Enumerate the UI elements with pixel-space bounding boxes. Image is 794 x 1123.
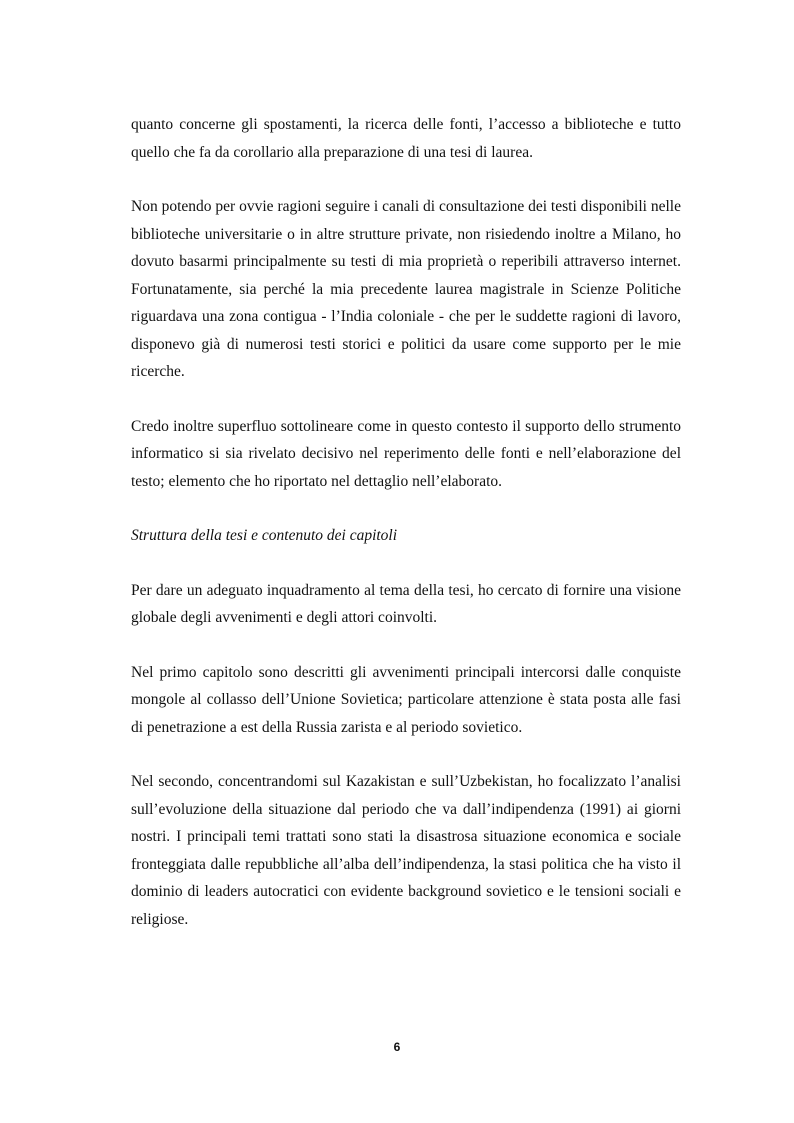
paragraph-continuation: quanto concerne gli spostamenti, la ricerca delle fonti, l’accesso a biblioteche e tutto quello che fa da corollario alla preparazione di una tesi di laurea. [131, 116, 681, 161]
page-number: 6 [393, 1040, 401, 1054]
paragraph-chapter-two: Nel secondo, concentrandomi sul Kazakistan e sull’Uzbekistan, ho focalizzato l’analisi sull’evoluzione della situazione dal periodo che va dall’indipendenza (1991) ai giorni nostri. I principali temi trattati sono stati la disastrosa situazione economica e sociale fronteggiata dalle repubbliche all’alba dell’indipendenza, la stasi politica che ha visto il dominio di leaders autocratici con evidente background sovietico e le tensioni sociali e religiose. [131, 773, 681, 928]
paragraph-overview: Per dare un adeguato inquadramento al tema della tesi, ho cercato di fornire una visione globale degli avvenimenti e degli attori coinvolti. [131, 581, 681, 626]
body-text [131, 111, 681, 933]
paragraph-chapter-one: Nel primo capitolo sono descritti gli avvenimenti principali intercorsi dalle conquiste mongole al collasso dell’Unione Sovietica; particolare attenzione è stata posta alle fasi di penetrazione a est della Russia zarista e al periodo sovietico. [131, 663, 681, 736]
section-heading: Struttura della tesi e contenuto dei capitoli [131, 527, 398, 544]
paragraph-sources: Non potendo per ovvie ragioni seguire i canali di consultazione dei testi disponibili nelle biblioteche universitarie o in altre strutture private, non risiedendo inoltre a Milano, ho dovuto basarmi principalmente su testi di mia proprietà o reperibili attraverso internet. Fortunatamente, sia perché la mia precedente laurea magistrale in Scienze Politiche riguardava una zona contigua - l’India coloniale - che per le suddette ragioni di lavoro, disponevo già di numerosi testi storici e politici da usare come supporto per le mie ricerche. [131, 198, 681, 380]
paragraph-informatics: Credo inoltre superfluo sottolineare come in questo contesto il supporto dello strumento informatico si sia rivelato decisivo nel reperimento delle fonti e nell’elaborazione del testo; elemento che ho riportato nel dettaglio nell’elaborato. [131, 417, 681, 490]
